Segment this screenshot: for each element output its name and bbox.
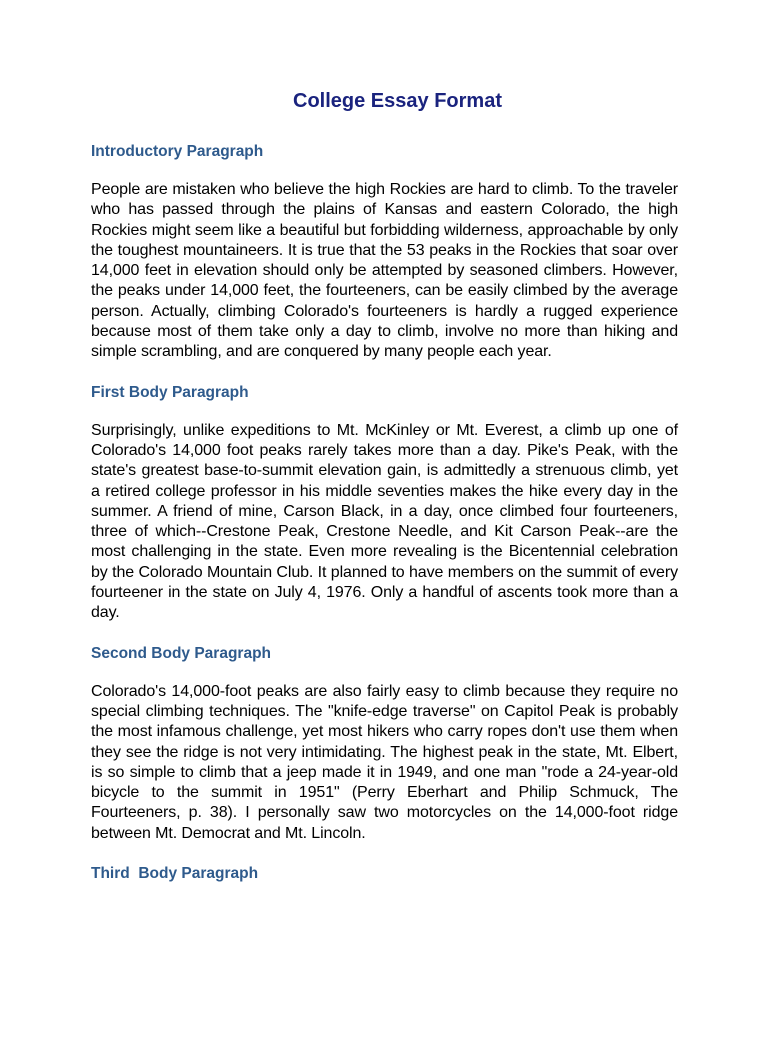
section-heading: First Body Paragraph	[91, 383, 249, 401]
paragraph-text: Surprisingly, unlike expeditions to Mt. McKinley or Mt. Everest, a climb up one of Colorado's 14,000 foot peaks rarely takes more than a day. Pike's Peak, with the state's greatest base-to-summit elevation gain, is admittedly a strenuous climb, yet a retired college professor in his middle seventies makes the hike every day in the summer. A friend of mine, Carson Black, in a day, once climbed four fourteeners, three of which--Crestone Peak, Crestone Needle, and Kit Carson Peak--are the most challenging in the state. Even more revealing is the Bicentennial celebration by the Colorado Mountain Club. It planned to have members on the summit of every fourteener in the state on July 4, 1976. Only a handful of ascents took more than a day.	[91, 421, 678, 622]
section-second-body	[91, 644, 678, 844]
paragraph-text: Colorado's 14,000-foot peaks are also fairly easy to climb because they require no special climbing techniques. The "knife-edge traverse" on Capitol Peak is probably the most infamous challenge, yet most hikers who carry ropes don't use them when they see the ridge is not very intimidating. The highest peak in the state, Mt. Elbert, is so simple to climb that a jeep made it in 1949, and one man "rode a 24-year-old bicycle to the summit in 1951" (Perry Eberhart and Philip Schmuck, The Fourteeners, p. 38). I personally saw two motorcycles on the 14,000-foot ridge between Mt. Democrat and Mt. Lincoln.	[91, 682, 678, 842]
section-third-body	[91, 864, 678, 884]
section-heading: Introductory Paragraph	[91, 143, 264, 160]
section-heading: Second Body Paragraph	[91, 644, 272, 662]
paragraph-text: People are mistaken who believe the high Rockies are hard to climb. To the traveler who has passed through the plains of Kansas and eastern Colorado, the high Rockies might seem like a beautiful but forbidding wilderness, approachable by only the toughest mountaineers. It is true that the 53 peaks in the Rockies that soar over 14,000 feet in elevation should only be attempted by seasoned climbers. However, the peaks under 14,000 feet, the fourteeners, can be easily climbed by the average person. Actually, climbing Colorado's fourteeners is hardly a rugged experience because most of them take only a day to climb, involve no more than hiking and simple scrambling, and are conquered by many people each year.	[91, 181, 678, 361]
essay-page	[91, 88, 678, 902]
section-heading: Third Body Paragraph	[91, 865, 259, 883]
section-first-body	[91, 383, 678, 624]
section-introductory	[91, 142, 678, 363]
document-title: College Essay Format	[293, 90, 502, 112]
